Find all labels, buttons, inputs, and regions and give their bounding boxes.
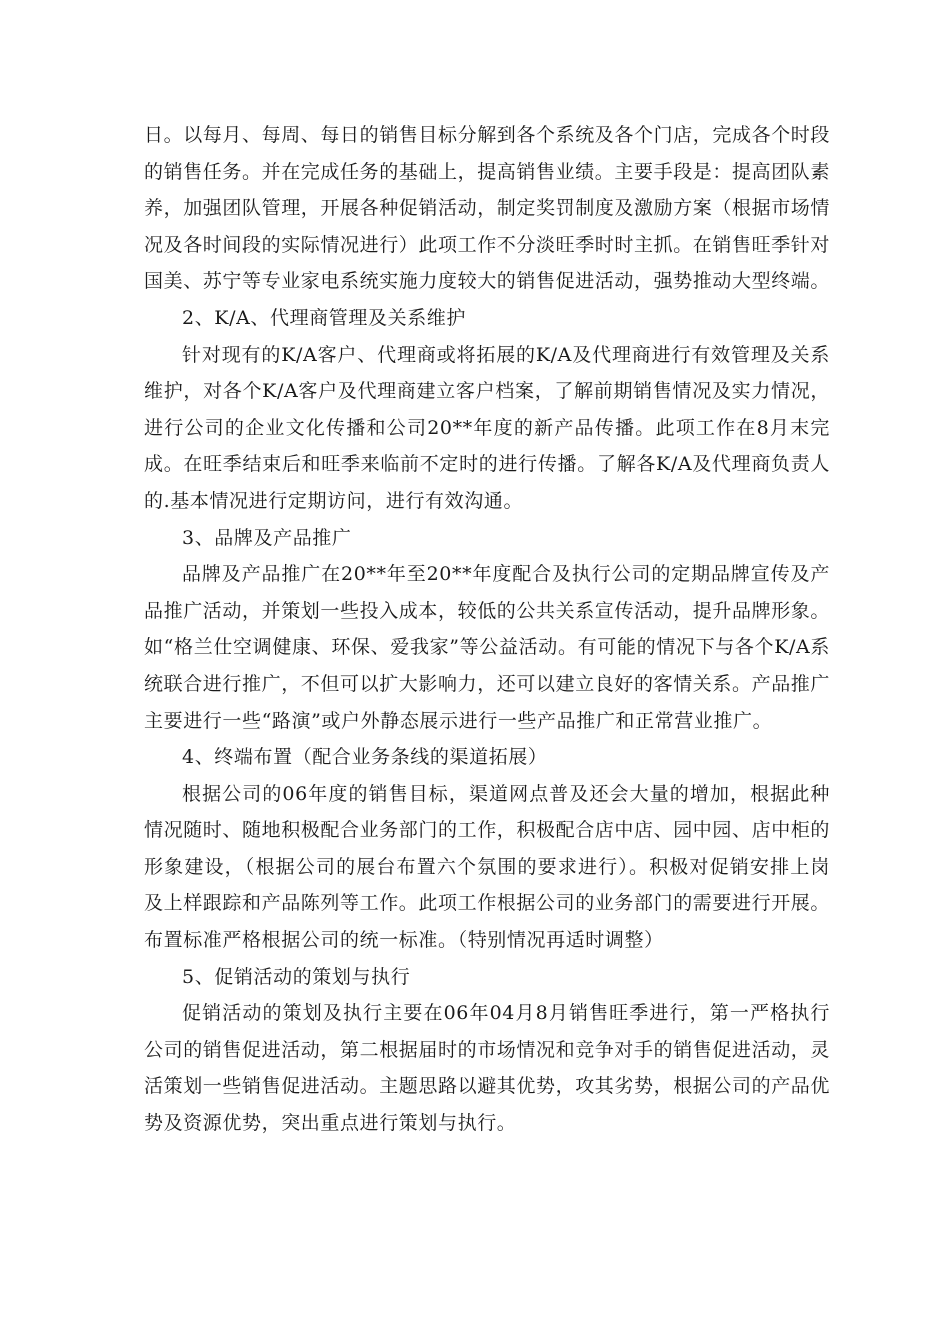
section-heading-brand-promotion: 3、品牌及产品推广 xyxy=(182,526,352,549)
paragraph-brand-promotion: 品牌及产品推广在20**年至20**年度配合及执行公司的定期品牌宣传及产品推广活动，并策划一些投入成本，较低的公共关系宣传活动，提升品牌形象。如“格兰仕空调健康、环保、爱我家”等公益活动。有可能的情况下与各个K/A系统联合进行推广，不但可以扩大影响力，还可以建立良好的客情关系。产品推广主要进行一些“路演”或户外静态展示进行一些产品推广和正常营业推广。 xyxy=(144,563,831,732)
section-heading-promotion-planning: 5、促销活动的策划与执行 xyxy=(182,965,411,988)
section-heading-ka-agent-management: 2、K/A、代理商管理及关系维护 xyxy=(182,306,467,329)
paragraph-sales-targets: 日。以每月、每周、每日的销售目标分解到各个系统及各个门店，完成各个时段的销售任务。并在完成任务的基础上，提高销售业绩。主要手段是：提高团队素养，加强团队管理，开展各种促销活动，制定奖罚制度及激励方案（根据市场情况及各时间段的实际情况进行）此项工作不分淡旺季时时主抓。在销售旺季针对国美、苏宁等专业家电系统实施力度较大的销售促进活动，强势推动大型终端。 xyxy=(144,124,831,293)
paragraph-terminal-layout: 根据公司的06年度的销售目标，渠道网点普及还会大量的增加，根据此种情况随时、随地积极配合业务部门的工作，积极配合店中店、园中园、店中柜的形象建设，（根据公司的展台布置六个氛围的要求进行）。积极对促销安排上岗及上样跟踪和产品陈列等工作。此项工作根据公司的业务部门的需要进行开展。布置标准严格根据公司的统一标准。（特别情况再适时调整） xyxy=(144,782,831,952)
section-heading-terminal-layout: 4、终端布置（配合业务条线的渠道拓展） xyxy=(182,746,548,769)
paragraph-promotion-planning: 促销活动的策划及执行主要在06年04月8月销售旺季进行，第一严格执行公司的销售促进活动，第二根据届时的市场情况和竞争对手的销售促进活动，灵活策划一些销售促进活动。主题思路以避其优势，攻其劣势，根据公司的产品优势及资源优势，突出重点进行策划与执行。 xyxy=(144,1002,831,1135)
paragraph-ka-agent-management: 针对现有的K/A客户、代理商或将拓展的K/A及代理商进行有效管理及关系维护，对各个K/A客户及代理商建立客户档案，了解前期销售情况及实力情况，进行公司的企业文化传播和公司20**年度的新产品传播。此项工作在8月末完成。在旺季结束后和旺季来临前不定时的进行传播。了解各K/A及代理商负责人的.基本情况进行定期访问，进行有效沟通。 xyxy=(144,343,830,512)
document-page xyxy=(144,117,830,1142)
